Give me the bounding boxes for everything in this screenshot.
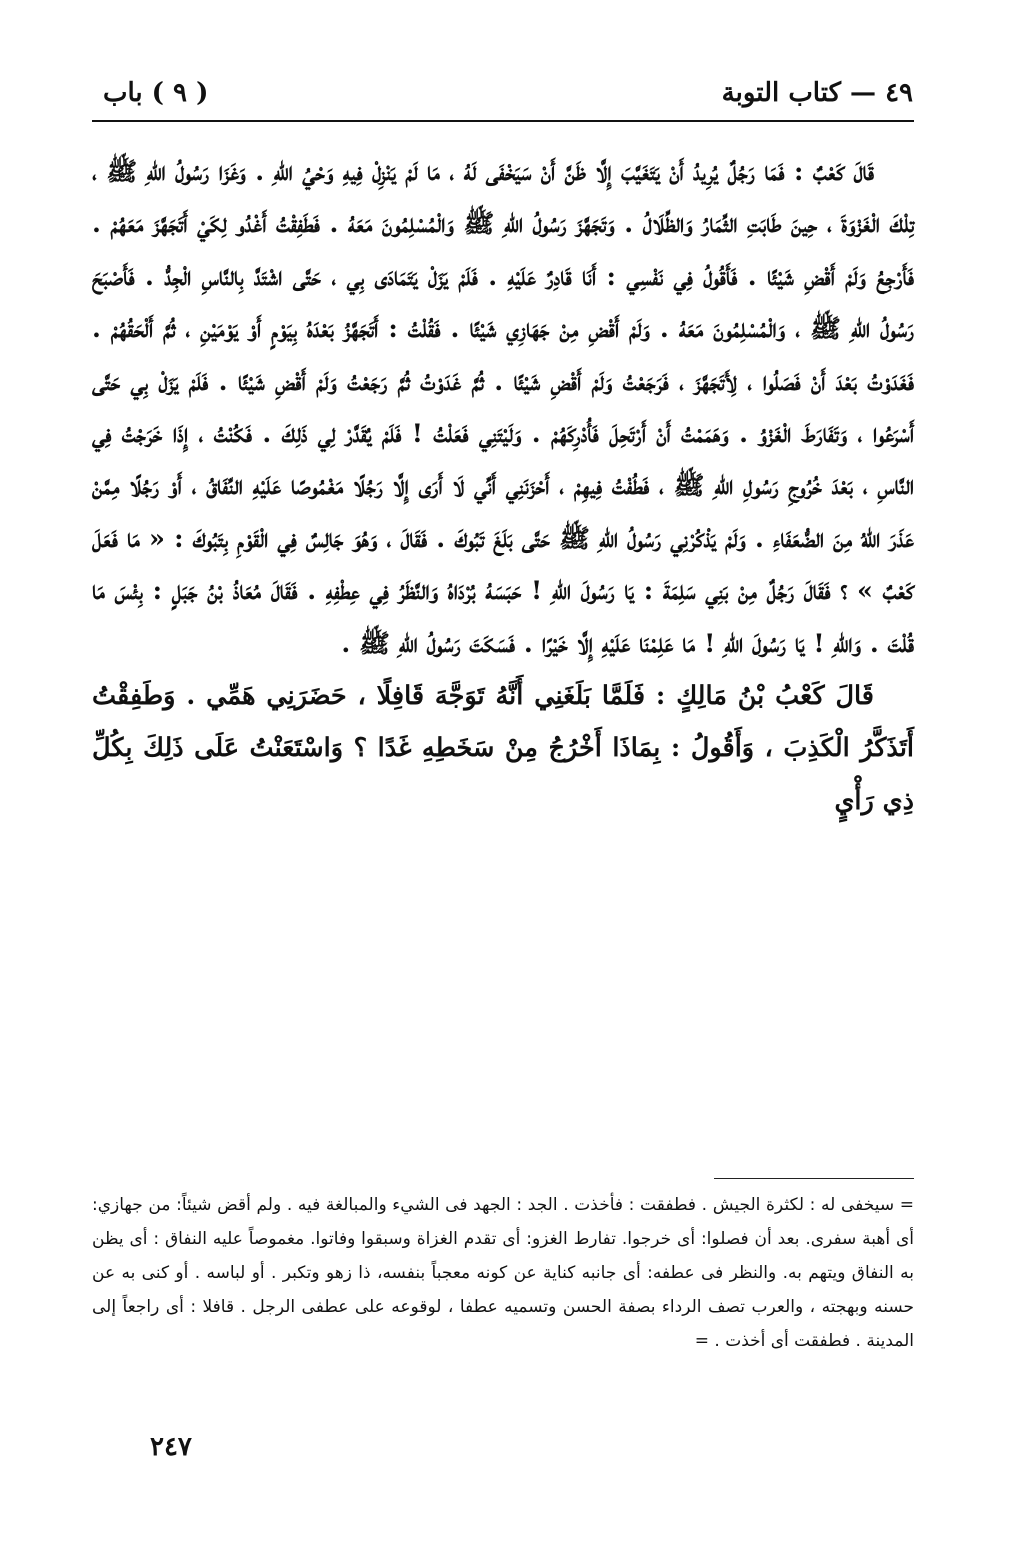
page-header (93, 70, 913, 120)
page-number: ٢٤٧ (150, 1432, 192, 1462)
header-divider (92, 120, 914, 122)
main-text (92, 146, 914, 827)
body-paragraph: قَالَ كَعْبٌ : فَمَا رَجُلٌ يُرِيدُ أَنْ يَتَغَيَّبَ إِلَّا ظَنَّ أَنْ سَيَخْفَى لَهُ ، مَا لَمْ يَنْزِلْ فِيهِ وَحْيُ اللهِ . وَغَزَا رَسُولُ اللهِ ﷺ ، تِلْكَ الْغَزْوَةَ ، حِينَ طَابَتِ الثِّمَارُ وَالظِّلَالُ . وَتَجَهَّزَ رَسُولُ اللهِ ﷺ وَالْمُسْلِمُونَ مَعَهُ . فَطَفِقْتُ أَغْدُو لِكَيْ أَتَجَهَّزَ مَعَهُمْ . فَأَرْجِعُ وَلَمْ أَقْضِ شَيْئًا . فَأَقُولُ فِي نَفْسِي : أَنَا قَادِرٌ عَلَيْهِ . فَلَمْ يَزَلْ يَتَمَادَى بِي ، حَتَّى اشْتَدَّ بِالنَّاسِ الْجِدُّ . فَأَصْبَحَ رَسُولُ اللهِ ﷺ ، وَالْمُسْلِمُونَ مَعَهُ . وَلَمْ أَقْضِ مِنْ جَهَازِي شَيْئًا . فَقُلْتُ : أَتَجَهَّزُ بَعْدَهُ بِيَوْمٍ أَوْ يَوْمَيْنِ ، ثُمَّ أَلْحَقُهُمْ . فَغَدَوْتُ بَعْدَ أَنْ فَصَلُوا ، لِأَتَجَهَّزَ ، فَرَجَعْتُ وَلَمْ أَقْضِ شَيْئًا . ثُمَّ غَدَوْتُ ثُمَّ رَجَعْتُ وَلَمْ أَقْضِ شَيْئًا . فَلَمْ يَزَلْ بِي حَتَّى أَسْرَعُوا ، وَتَفَارَطَ الْغَزْوُ . وَهَمَمْتُ أَنْ أَرْتَحِلَ فَأُدْرِكَهُمْ . وَلَيْتَنِي فَعَلْتُ ! فَلَمْ يُقَدَّرْ لِي ذَلِكَ . فَكُنْتُ ، إِذَا خَرَجْتُ فِي النَّاسِ ، بَعْدَ خُرُوجِ رَسُولِ اللهِ ﷺ ، فَطُفْتُ فِيهِمْ ، أَحْزَنَنِي أَنِّي لَا أَرَى إِلَّا رَجُلًا مَغْمُوصًا عَلَيْهِ النِّفَاقُ ، أَوْ رَجُلًا مِمَّنْ عَذَرَ اللهُ مِنَ الضُّعَفَاءِ . وَلَمْ يَذْكُرْنِي رَسُولُ اللهِ ﷺ حَتَّى بَلَغَ تَبُوكَ . فَقَالَ ، وَهُوَ جَالِسٌ فِي الْقَوْمِ بِتَبُوكَ : « مَا فَعَلَ كَعْبٌ » ؟ فَقَالَ رَجُلٌ مِنْ بَنِي سَلِمَةَ : يَا رَسُولَ اللهِ ! حَبَسَهُ بُرْدَاهُ وَالنَّظَرُ فِي عِطْفِهِ . فَقَالَ مُعَاذُ بْنُ جَبَلٍ : بِئْسَ مَا قُلْتَ . وَاللهِ ! يَا رَسُولَ اللهِ ! مَا عَلِمْنَا عَلَيْهِ إِلَّا خَيْرًا . فَسَكَتَ رَسُولُ اللهِ ﷺ . (92, 157, 914, 659)
footnote-divider (714, 1178, 914, 1179)
footnote-text: = سيخفى له : لكثرة الجيش . فطفقت : فأخذت . الجد : الجهد فى الشيء والمبالغة فيه . ولم أقض شيئاً: من جهازي: أى أهبة سفرى. بعد أن فصلوا: أى خرجوا. تفارط الغزو: أى تقدم الغزاة وسبقوا وفاتوا. مغموصاً عليه النفاق : أى يظن به النفاق ويتهم به. والنظر فى عطفه: أى جانبه كناية عن كونه معجباً بنفسه، ذا زهو وتكبر . أو لباسه . أو كنى به عن حسنه وبهجته ، والعرب تصف الرداء بصفة الحسن وتسميه عطفا ، لوقوعه على عطفى الرجل . قافلا : أى راجعاً إلى المدينة . فطفقت أى أخذت . = (92, 1195, 914, 1351)
running-title: ٤٩ — كتاب التوبة (721, 78, 913, 108)
body-paragraph: قَالَ كَعْبُ بْنُ مَالِكٍ : فَلَمَّا بَلَغَنِي أَنَّهُ تَوَجَّهَ قَافِلًا ، حَضَرَنِي هَمِّي . وَطَفِقْتُ أَتَذَكَّرُ الْكَذِبَ ، وَأَقُولُ : بِمَاذَا أَخْرُجُ مِنْ سَخَطِهِ غَدًا ؟ وَاسْتَعَنْتُ عَلَى ذَلِكَ بِكُلِّ ذِي رَأْيٍ (92, 681, 914, 816)
chapter-label: ( ٩ ) باب (103, 78, 209, 108)
footnotes (92, 1188, 914, 1358)
